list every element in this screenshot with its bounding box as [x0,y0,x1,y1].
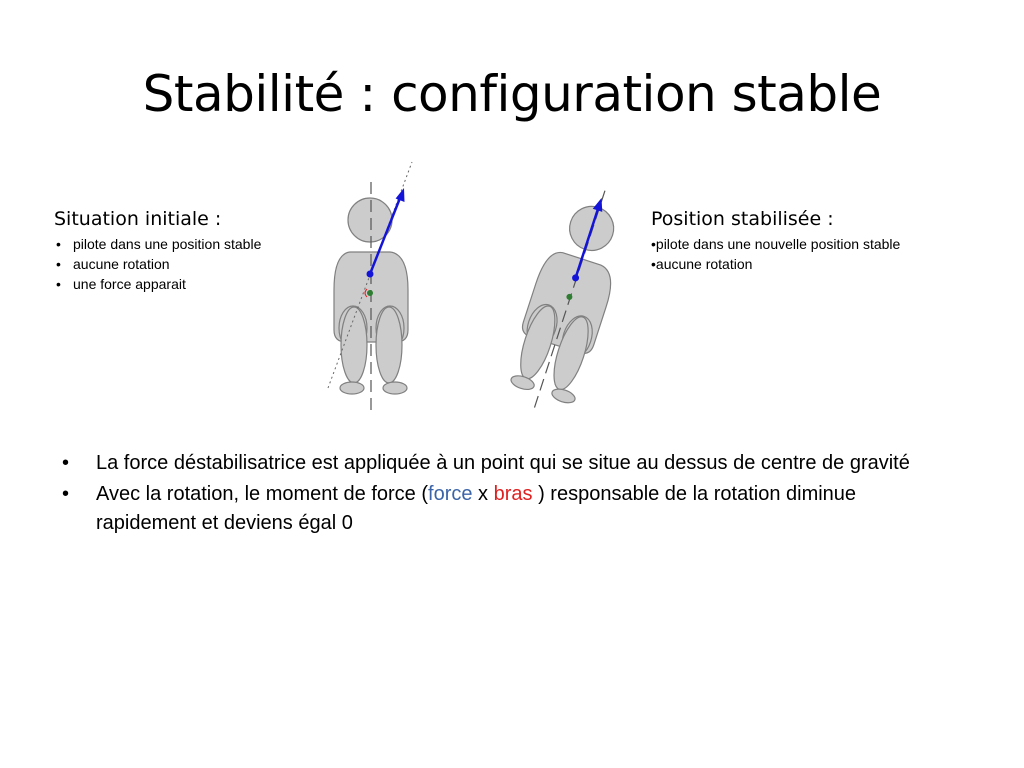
bras-word: bras [493,483,533,505]
moment-text-after: ) responsable de la rotation diminue rapidement et deviens égal 0 [96,483,857,534]
pilot-left-foot [340,382,364,394]
list-item: • aucune rotation [54,254,304,274]
pilot-right-foot [383,382,407,394]
pilot-left-leg [341,307,367,383]
slide-title: Stabilité : configuration stable [142,65,882,123]
multiply-sign: x [472,483,494,505]
list-item: • une force apparait [54,274,304,294]
pilot-initial-figure [320,160,430,422]
pilot-stabilized-figure [500,185,625,415]
explanation-bullet-force-point: • La force déstabilisatrice est appliquée à un point qui se situe au dessus de centre de gravité [60,449,960,478]
initial-situation-panel [54,208,304,294]
force-application-point [367,271,374,278]
list-item: •aucune rotation [651,256,753,272]
stabilized-position-panel [651,208,911,274]
gravity-center [367,290,373,296]
moment-text-before: Avec la rotation, le moment de force ( [96,483,429,505]
pilot-right-leg [376,307,402,383]
pilot-right-foot [550,387,577,406]
explanation-bullet-moment [60,480,960,538]
stabilized-position-list [651,234,911,274]
list-item: • pilote dans une position stable [54,234,304,254]
list-item: •pilote dans une nouvelle position stable [651,236,901,252]
initial-situation-list [54,234,304,294]
force-arrow-head [396,188,405,202]
initial-situation-heading: Situation initiale : [54,208,222,230]
explanation-bullets [60,449,960,540]
stabilized-position-heading: Position stabilisée : [651,208,834,230]
force-word: force [428,483,473,505]
